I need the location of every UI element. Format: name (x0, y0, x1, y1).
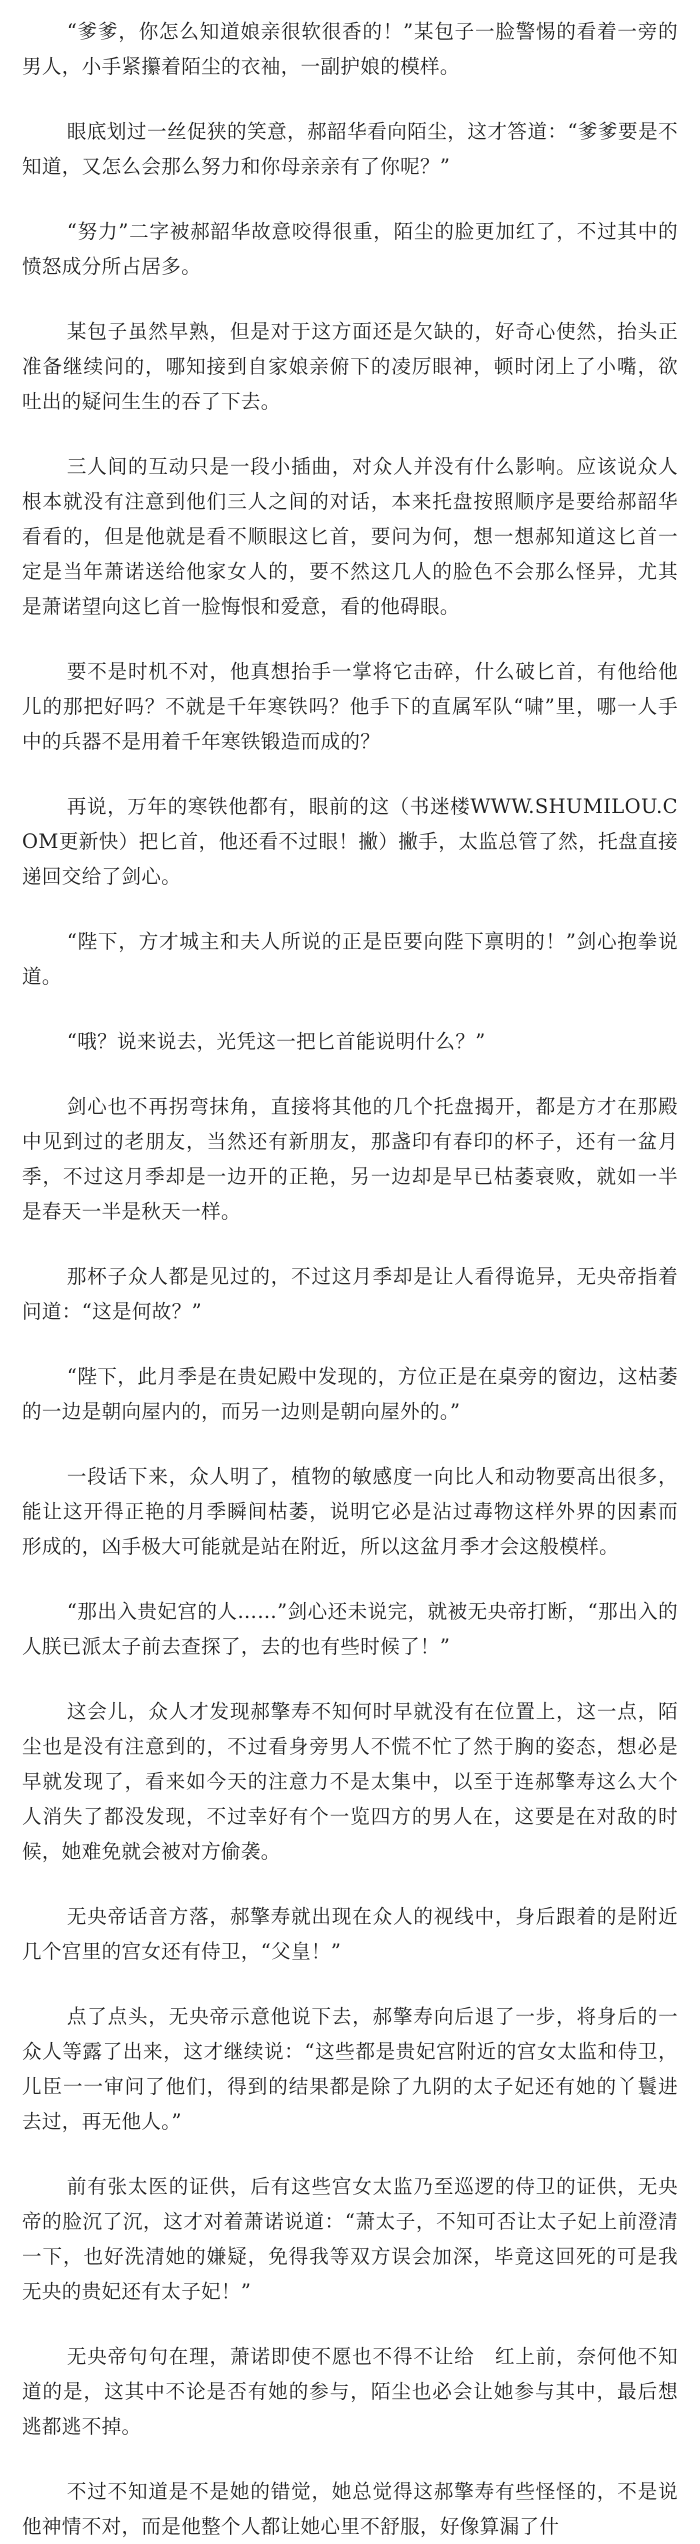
paragraph: 那杯子众人都是见过的，不过这月季却是让人看得诡异，无央帝指着问道：“这是何故？” (22, 1265, 678, 1323)
paragraph: 一段话下来，众人明了，植物的敏感度一向比人和动物要高出很多，能让这开得正艳的月季瞬间枯萎，说明它必是沾过毒物这样外界的因素而形成的，凶手极大可能就是站在附近，所以这盆月季才会这般模样。 (22, 1465, 678, 1558)
paragraph: “那出入贵妃宫的人……”剑心还未说完，就被无央帝打断，“那出入的人朕已派太子前去查探了，去的也有些时候了！” (22, 1600, 678, 1658)
paragraph: 这会儿，众人才发现郝擎寿不知何时早就没有在位置上，这一点，陌尘也是没有注意到的，不过看身旁男人不慌不忙了然于胸的姿态，想必是早就发现了，看来如今天的注意力不是太集中，以至于连郝擎寿这么大个人消失了都没发现，不过幸好有个一览四方的男人在，这要是在对敌的时候，她难免就会被对方偷袭。 (22, 1700, 678, 1863)
paragraph: 某包子虽然早熟，但是对于这方面还是欠缺的，好奇心使然，抬头正准备继续问的，哪知接到自家娘亲俯下的凌厉眼神，顿时闭上了小嘴，欲吐出的疑问生生的吞了下去。 (22, 320, 678, 413)
paragraph: 无央帝话音方落，郝擎寿就出现在众人的视线中，身后跟着的是附近几个宫里的宫女还有侍卫，“父皇！” (22, 1905, 678, 1963)
paragraph: 无央帝句句在理，萧诺即使不愿也不得不让给 红上前，奈何他不知道的是，这其中不论是否有她的参与，陌尘也必会让她参与其中，最后想逃都逃不掉。 (22, 2345, 678, 2438)
paragraph: “陛下，方才城主和夫人所说的正是臣要向陛下禀明的！”剑心抱拳说道。 (22, 930, 678, 988)
paragraph: “陛下，此月季是在贵妃殿中发现的，方位正是在桌旁的窗边，这枯萎的一边是朝向屋内的，而另一边则是朝向屋外的。” (22, 1365, 678, 1423)
paragraph: 前有张太医的证供，后有这些宫女太监乃至巡逻的侍卫的证供，无央帝的脸沉了沉，这才对着萧诺说道：“萧太子，不知可否让太子妃上前澄清一下，也好洗清她的嫌疑，免得我等双方误会加深，毕竟这回死的可是我无央的贵妃还有太子妃！” (22, 2175, 678, 2303)
paragraph: “努力”二字被郝韶华故意咬得很重，陌尘的脸更加红了，不过其中的愤怒成分所占居多。 (22, 220, 678, 278)
paragraph: “爹爹，你怎么知道娘亲很软很香的！”某包子一脸警惕的看着一旁的男人，小手紧攥着陌尘的衣袖，一副护娘的模样。 (22, 20, 678, 78)
paragraph: 剑心也不再拐弯抹角，直接将其他的几个托盘揭开，都是方才在那殿中见到过的老朋友，当然还有新朋友，那盏印有春印的杯子，还有一盆月季，不过这月季却是一边开的正艳，另一边却是早已枯萎衰败，就如一半是春天一半是秋天一样。 (22, 1095, 678, 1223)
paragraph: 三人间的互动只是一段小插曲，对众人并没有什么影响。应该说众人根本就没有注意到他们三人之间的对话，本来托盘按照顺序是要给郝韶华看看的，但是他就是看不顺眼这匕首，要问为何，想一想郝知道这匕首一定是当年萧诺送给他家女人的，要不然这几人的脸色不会那么怪异，尤其是萧诺望向这匕首一脸悔恨和爱意，看的他碍眼。 (22, 455, 678, 618)
paragraph: 再说，万年的寒铁他都有，眼前的这（书迷楼WWW.SHUMILOU.COM更新快）把匕首，他还看不过眼！撇）撇手，太监总管了然，托盘直接递回交给了剑心。 (22, 795, 678, 888)
paragraph: “哦？说来说去，光凭这一把匕首能说明什么？” (66, 1030, 486, 1053)
paragraph: 点了点头，无央帝示意他说下去，郝擎寿向后退了一步，将身后的一众人等露了出来，这才继续说：“这些都是贵妃宫附近的宫女太监和侍卫，儿臣一一审问了他们，得到的结果都是除了九阴的太子妃还有她的丫鬟进去过，再无他人。” (22, 2005, 678, 2133)
paragraph: 要不是时机不对，他真想抬手一掌将它击碎，什么破匕首，有他给他儿的那把好吗？不就是千年寒铁吗？他手下的直属军队“啸”里，哪一人手中的兵器不是用着千年寒铁锻造而成的？ (22, 660, 678, 753)
paragraph: 不过不知道是不是她的错觉，她总觉得这郝擎寿有些怪怪的，不是说他神情不对，而是他整个人都让她心里不舒服，好像算漏了什 (22, 2480, 678, 2538)
paragraph: 眼底划过一丝促狭的笑意，郝韶华看向陌尘，这才答道：“爹爹要是不知道，又怎么会那么努力和你母亲亲有了你呢？” (22, 120, 678, 178)
